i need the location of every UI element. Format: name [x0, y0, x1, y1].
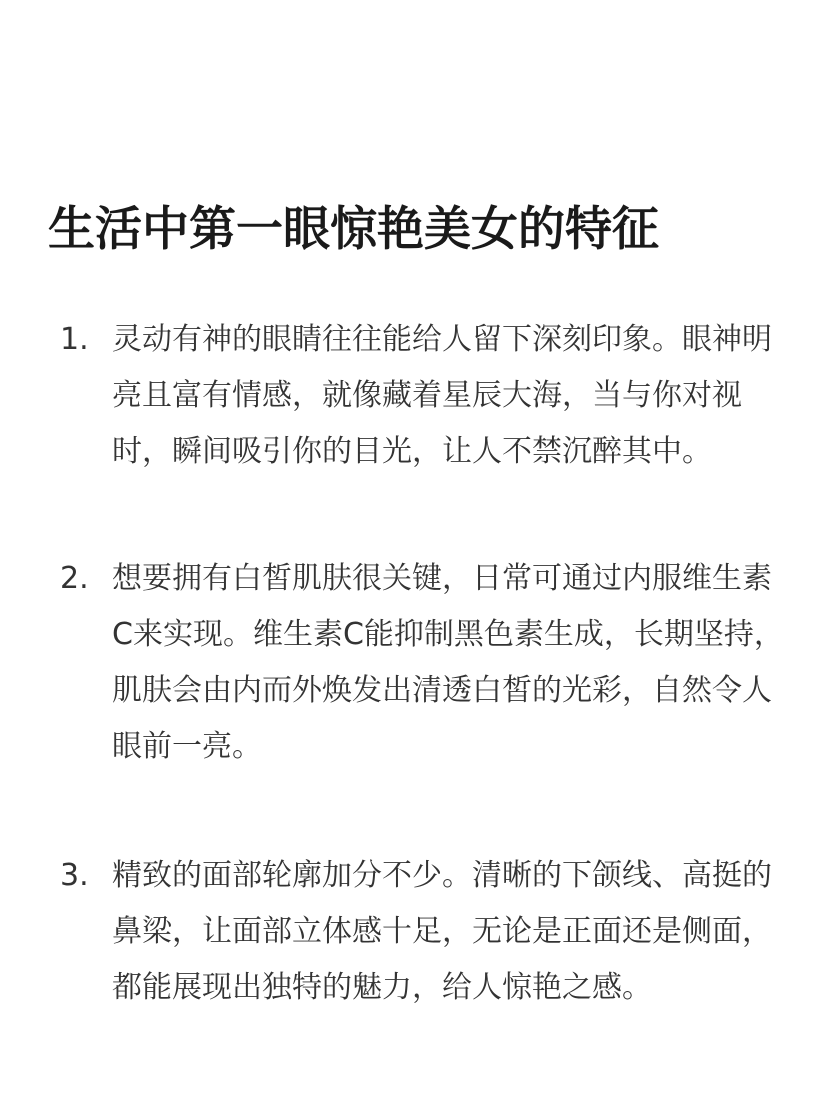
list-item-number: 1.	[60, 322, 89, 357]
list-item-text: 想要拥有白皙肌肤很关键，日常可通过内服维生素C来实现。维生素C能抑制黑色素生成，长期坚持，肌肤会由内而外焕发出清透白皙的光彩，自然令人眼前一亮。	[112, 561, 784, 764]
list-item-text: 灵动有神的眼睛往往能给人留下深刻印象。眼神明亮且富有情感，就像藏着星辰大海，当与你对视时，瞬间吸引你的目光，让人不禁沉醉其中。	[112, 322, 772, 469]
list-item-number: 2.	[60, 561, 89, 596]
list-item-text: 精致的面部轮廓加分不少。清晰的下颌线、高挺的鼻梁，让面部立体感十足，无论是正面还是侧面，都能展现出独特的魅力，给人惊艳之感。	[112, 858, 772, 1005]
list-item-number: 3.	[60, 858, 89, 893]
page-title: 生活中第一眼惊艳美女的特征	[48, 202, 659, 257]
